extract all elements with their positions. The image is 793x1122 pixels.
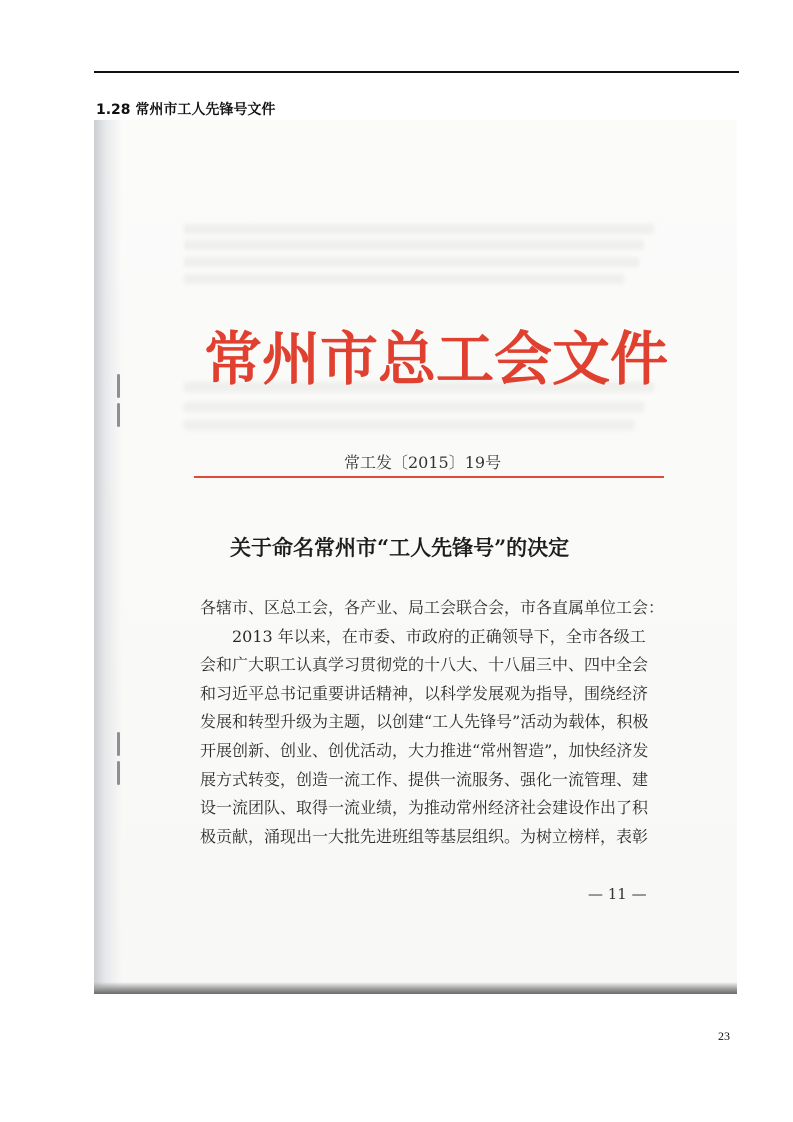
header-rule — [94, 71, 739, 73]
body-line: 各辖市、区总工会，各产业、局工会联合会，市各直属单位工会： — [200, 598, 665, 617]
body-line: 开展创新、创业、创优活动，大力推进“常州智造”，加快经济发 — [200, 740, 649, 760]
section-heading: 1.28 常州市工人先锋号文件 — [96, 102, 276, 118]
body-line: 设一流团队、取得一流业绩，为推动常州经济社会建设作出了积 — [200, 798, 649, 818]
body-text — [200, 594, 670, 851]
show-through-text — [184, 240, 644, 250]
red-divider — [194, 476, 664, 478]
show-through-text — [184, 257, 639, 267]
body-line: 会和广大职工认真学习贯彻党的十八大、十八届三中、四中全会 — [200, 655, 649, 675]
body-line: 2013 年以来，在市委、市政府的正确领导下，全市各级工 — [200, 626, 646, 646]
document-number: 常工发〔2015〕19号 — [344, 453, 502, 472]
show-through-text — [184, 274, 624, 284]
staple-mark — [117, 732, 120, 756]
scanned-document — [94, 120, 737, 994]
org-title: 常州市总工会文件 — [204, 325, 669, 393]
staple-mark — [117, 761, 120, 785]
staple-mark — [117, 374, 120, 398]
body-line: 和习近平总书记重要讲话精神，以科学发展观为指导，围绕经济 — [200, 683, 649, 703]
scan-edge — [94, 982, 737, 994]
staple-mark — [117, 403, 120, 427]
show-through-text — [184, 224, 654, 234]
body-line: 发展和转型升级为主题，以创建“工人先锋号”活动为载体，积极 — [200, 712, 649, 732]
show-through-text — [184, 420, 634, 430]
show-through-text — [184, 402, 644, 412]
page-number: 23 — [718, 1029, 730, 1043]
inner-page-number: — 11 — — [588, 885, 647, 903]
body-line: 展方式转变，创造一流工作、提供一流服务、强化一流管理、建 — [200, 769, 649, 789]
decision-title: 关于命名常州市“工人先锋号”的决定 — [230, 535, 570, 560]
body-line: 极贡献，涌现出一大批先进班组等基层组织。为树立榜样，表彰 — [200, 826, 649, 846]
binding-shadow — [94, 120, 122, 994]
